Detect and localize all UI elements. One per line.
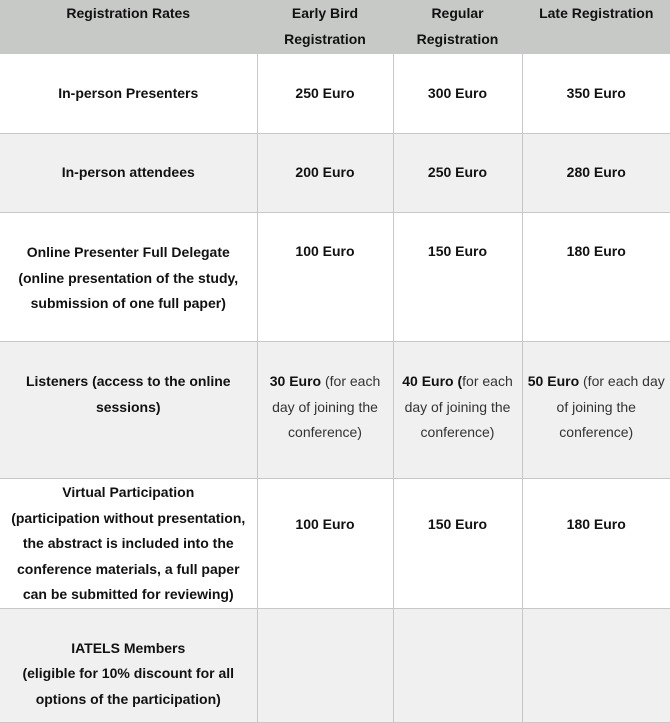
header-early-bird-line1: Early Bird (291, 5, 359, 21)
price-early-virtual-participation: 100 Euro (257, 479, 393, 609)
price-late-online-presenter: 180 Euro (522, 213, 670, 342)
row-label-line: sessions) (95, 398, 161, 415)
header-regular-line1: Regular (431, 5, 484, 21)
row-label-line: Online Presenter Full Delegate (26, 244, 230, 260)
header-late (522, 0, 670, 54)
row-label-line: the abstract is included into the (22, 535, 234, 551)
price-regular-iatels-members (393, 608, 522, 722)
price-regular-in-person-presenters: 300 Euro (393, 54, 522, 134)
table-row (0, 213, 670, 342)
table-row (0, 54, 670, 134)
price-regular-in-person-attendees: 250 Euro (393, 134, 522, 213)
price-note: (for each (321, 373, 381, 389)
table-header-row (0, 0, 670, 54)
price-regular-virtual-participation: 150 Euro (393, 479, 522, 609)
price-late-iatels-members (522, 608, 670, 722)
row-label-line: Listeners (access to the online (25, 373, 231, 389)
row-label-line: (online presentation of the study, (18, 269, 239, 286)
row-label-listeners (0, 342, 257, 479)
row-label-iatels-members (0, 608, 257, 722)
price-late-listeners (522, 342, 670, 479)
price-regular-listeners (393, 342, 522, 479)
row-label-line: options of the participation) (35, 690, 221, 707)
price-early-online-presenter: 100 Euro (257, 213, 393, 342)
price-amount: 30 Euro (269, 373, 322, 389)
row-label-text: In-person attendees (61, 164, 195, 181)
row-label-line: (participation without presentation, (11, 509, 246, 526)
row-label-in-person-presenters (0, 54, 257, 134)
row-label-text: In-person Presenters (58, 84, 199, 101)
price-note: conference) (559, 424, 634, 440)
price-early-in-person-presenters: 250 Euro (257, 54, 393, 134)
header-early-bird-line2: Registration (284, 30, 366, 47)
row-label-line: IATELS Members (71, 639, 186, 656)
price-note: of joining the (556, 398, 636, 415)
row-label-line: Virtual Participation (62, 484, 195, 500)
table-row (0, 134, 670, 213)
row-label-virtual-participation (0, 479, 257, 609)
row-label-online-presenter (0, 213, 257, 342)
price-note: day of joining the (404, 398, 511, 415)
row-label-line: conference materials, a full paper (16, 560, 240, 577)
row-label-line: can be submitted for reviewing) (22, 586, 234, 602)
price-amount: 40 Euro ( (402, 373, 463, 389)
price-note: day of joining the (272, 398, 378, 415)
header-regular-line2: Registration (416, 30, 499, 47)
price-early-iatels-members (257, 608, 393, 722)
table-row (0, 479, 670, 609)
price-note: conference) (288, 424, 362, 440)
row-label-line: submission of one full paper) (30, 295, 226, 311)
price-note: conference) (420, 424, 495, 440)
price-early-in-person-attendees: 200 Euro (257, 134, 393, 213)
header-late-label: Late Registration (539, 5, 654, 21)
price-late-in-person-presenters: 350 Euro (522, 54, 670, 134)
header-early-bird (257, 0, 393, 54)
price-late-virtual-participation: 180 Euro (522, 479, 670, 609)
header-regular (393, 0, 522, 54)
table-row (0, 342, 670, 479)
price-note: (for each day (579, 373, 665, 389)
row-label-in-person-attendees (0, 134, 257, 213)
header-registration-rates (0, 0, 257, 54)
price-regular-online-presenter: 150 Euro (393, 213, 522, 342)
price-amount: 50 Euro (527, 373, 580, 389)
price-late-in-person-attendees: 280 Euro (522, 134, 670, 213)
row-label-line: (eligible for 10% discount for all (22, 665, 235, 681)
header-registration-rates-label: Registration Rates (66, 5, 191, 21)
price-note: for each (462, 373, 513, 389)
price-early-listeners (257, 342, 393, 479)
table-row (0, 608, 670, 722)
